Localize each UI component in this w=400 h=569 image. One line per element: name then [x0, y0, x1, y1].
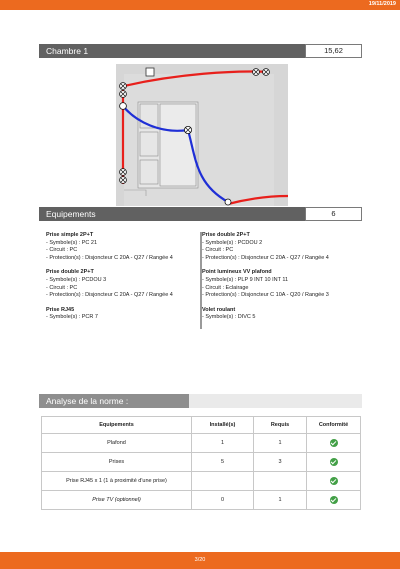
cell-installed: 0	[192, 491, 254, 510]
cell-conformity	[307, 434, 361, 453]
equipment-item	[46, 232, 181, 262]
page-number: 3/20	[194, 557, 206, 563]
equipment-item	[46, 307, 181, 322]
equipment-circuit: - Circuit : Eclairage	[202, 284, 249, 291]
equipments-title: Equipements	[39, 207, 305, 221]
col-equipements: Equipements	[42, 417, 192, 434]
equipment-protection: - Protection(s) : Disjoncteur C 20A - Q27 / Rangée 4	[46, 254, 173, 261]
cell-equipment: Prise RJ45 x 1 (1 à proximité d'une prise)	[42, 472, 192, 491]
norme-title: Analyse de la norme :	[39, 394, 189, 408]
footer-bar	[0, 552, 400, 569]
equipment-symbol: - Symbole(s) : PCDOU 3	[46, 276, 107, 283]
equipment-title: Prise simple 2P+T	[46, 232, 94, 238]
norme-table	[41, 416, 361, 510]
switch-symbol	[146, 68, 154, 76]
room-header	[39, 44, 362, 58]
equipment-protection: - Protection(s) : Disjoncteur C 20A - Q27 / Rangée 4	[46, 292, 173, 299]
equipments-header	[39, 207, 362, 221]
cell-conformity	[307, 472, 361, 491]
equipment-title: Volet roulant	[202, 306, 236, 313]
equipment-symbol: - Symbole(s) : PLP 9 INT 10 INT 11	[202, 276, 289, 283]
equipment-symbol: - Symbole(s) : PCDOU 2	[202, 239, 263, 246]
top-bar	[0, 0, 400, 10]
table-header-row	[42, 417, 361, 434]
equipment-protection: - Protection(s) : Disjoncteur C 10A - Q20 / Rangée 3	[202, 292, 329, 299]
cell-required: 1	[254, 491, 307, 510]
equipment-title: Prise double 2P+T	[46, 269, 94, 276]
cell-equipment: Plafond	[42, 434, 192, 453]
equipment-list-right	[200, 232, 335, 329]
cell-installed: 5	[192, 453, 254, 472]
check-icon	[330, 439, 338, 447]
cell-conformity	[307, 491, 361, 510]
equipment-item	[202, 232, 335, 262]
cell-equipment: Prises	[42, 453, 192, 472]
check-icon	[330, 477, 338, 485]
room-title: Chambre 1	[39, 44, 305, 58]
equipment-circuit: - Circuit : PC	[46, 284, 78, 291]
floor-plan	[116, 64, 288, 206]
room-area: 15,62	[305, 44, 362, 58]
table-row	[42, 472, 361, 491]
bed-furniture	[138, 102, 198, 188]
floor-plan-drawing	[116, 64, 288, 206]
table-row	[42, 453, 361, 472]
col-conformite: Conformité	[307, 417, 361, 434]
check-icon	[330, 458, 338, 466]
equipment-title: Prise RJ45	[46, 306, 75, 313]
table-row	[42, 491, 361, 510]
equipment-item	[46, 269, 181, 299]
equipment-symbol: - Symbole(s) : DIVC 5	[202, 314, 256, 321]
cell-installed	[192, 472, 254, 491]
cell-installed: 1	[192, 434, 254, 453]
cell-conformity	[307, 453, 361, 472]
equipment-circuit: - Circuit : PC	[202, 247, 234, 254]
cell-required	[254, 472, 307, 491]
equipment-title: Prise double 2P+T	[202, 232, 250, 238]
report-date: 19/11/2019	[368, 1, 396, 7]
cell-required: 1	[254, 434, 307, 453]
table-row	[42, 434, 361, 453]
equipment-item	[202, 307, 335, 322]
equipment-list-left	[46, 232, 181, 329]
cell-equipment: Prise TV (optionnel)	[42, 491, 192, 510]
equipment-title: Point lumineux VV plafond	[202, 269, 272, 276]
equipments-count: 6	[305, 207, 362, 221]
col-requis: Requis	[254, 417, 307, 434]
check-icon	[330, 496, 338, 504]
equipment-circuit: - Circuit : PC	[46, 247, 78, 254]
equipment-symbol: - Symbole(s) : PCR 7	[46, 314, 98, 321]
equipment-item	[202, 269, 335, 299]
norme-header	[39, 394, 362, 408]
equipment-symbol: - Symbole(s) : PC 21	[46, 239, 98, 246]
equipment-protection: - Protection(s) : Disjoncteur C 20A - Q27 / Rangée 4	[202, 254, 329, 261]
col-installes: Installé(s)	[192, 417, 254, 434]
cell-required: 3	[254, 453, 307, 472]
